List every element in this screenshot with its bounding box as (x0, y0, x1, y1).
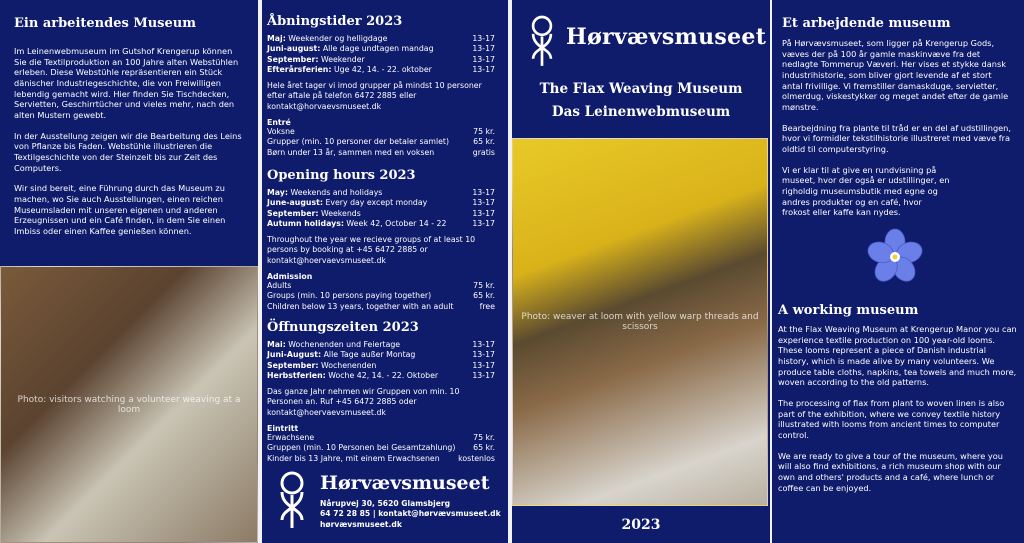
price-row: Gruppen (min. 10 Personen bei Gesamtzahlung) 65 kr. (267, 443, 495, 453)
panel-cover (512, 0, 770, 543)
hours-row: September: Weekender 13-17 (267, 54, 495, 64)
address: Nårupvej 30, 5620 Glamsbjerg (320, 499, 451, 508)
price-list (267, 281, 495, 312)
hours-row: June-august: Every day except monday 13-17 (267, 198, 495, 208)
museum-logo-icon (274, 470, 310, 530)
flax-flower-icon (866, 228, 924, 286)
hours-row: Herbstferien: Woche 42, 14. - 22. Oktober 13-17 (267, 370, 495, 380)
hours-list (267, 340, 495, 381)
text-english (778, 324, 1018, 493)
section-english (267, 168, 495, 312)
footer-contact (320, 499, 501, 530)
paragraph: In der Ausstellung zeigen wir die Bearbeitung des Leins von Pflanze bis Faden. Webstühle illustrieren die Textilgeschichte von der Steinzeit bis zur Zeit des Computers. (14, 130, 242, 173)
price-row: Børn under 13 år, sammen med en voksen gratis (267, 147, 495, 157)
paragraph: We are ready to give a tour of the museum, where you will also find exhibitions, a rich museum shop with our own and others' products and a café, where lunch or coffee can be enjoyed. (778, 450, 1003, 493)
price-row: Voksne 75 kr. (267, 126, 495, 136)
panel1-heading: Ein arbeitendes Museum (14, 16, 196, 31)
photo-caption: Photo: visitors watching a volunteer weaving at a loom (17, 394, 241, 415)
cover-museum-name: Hørvævsmuseet (566, 24, 767, 50)
section-heading: Opening hours 2023 (267, 168, 416, 183)
section-heading: Åbningstider 2023 (267, 14, 403, 29)
price-list (267, 127, 495, 158)
hours-row: Juni-August: Alle Tage außer Montag 13-17 (267, 350, 495, 360)
paragraph: Im Leinenwebmuseum im Gutshof Krengerup können Sie die Textilproduktion an 100 Jahre alten Webstühlen erleben. Diese Webstühle repräsentieren ein Stück dänischer Industriegeschichte, die von Freiwilligen lebendig gemacht wird. Hier finden Sie Tischdecken, Servietten, Geschirrtücher und vieles mehr, nach den alten Mustern gewebt. (14, 46, 239, 120)
hours-row: Maj: Weekender og helligdage 13-17 (267, 34, 495, 43)
hours-row: Juni-august: Alle dage undtagen mandag 13-17 (267, 44, 495, 54)
group-note: Das ganze Jahr nehmen wir Gruppen von min. 10 Personen an. Ruf +45 6472 2885 oder kontakt@hoervaevsmuseet.dk (267, 387, 460, 417)
heading-danish: Et arbejdende museum (782, 16, 951, 31)
phone-email[interactable]: 64 72 28 85 | kontakt@hørvævsmuseet.dk (320, 509, 501, 519)
section-heading: Öffnungszeiten 2023 (267, 320, 419, 335)
group-note: Hele året tager vi imod grupper på mindst 10 personer efter aftale på telefon 6472 2885 eller kontakt@horvaevsmuseet.dk (267, 81, 482, 111)
hours-row: September: Wochenenden 13-17 (267, 360, 495, 370)
admission-title: Admission (267, 271, 313, 281)
heading-english: A working museum (778, 303, 919, 318)
paragraph: Wir sind bereit, eine Führung durch das Museum zu machen, wo Sie auch Ausstellungen, einen reichen Museumsladen mit unseren eigenen und anderen Erzeugnissen und ein Café finden, in dem Sie einen Imbiss oder einen Kaffee genießen können. (14, 183, 226, 236)
price-row: Kinder bis 13 Jahre, mit einem Erwachsenen kostenlos (267, 453, 495, 463)
paragraph: At the Flax Weaving Museum at Krengerup Manor you can experience textile production on 100 year-old looms. These looms represent a piece of Danish industrial history, which is made alive by many volunteers. We produce table cloths, napkins, tea towels and much more, woven according to the old patterns. (778, 324, 1017, 388)
cover-subtitles (512, 78, 770, 124)
hours-row: Efterårsferien: Uge 42, 14. - 22. oktober 13-17 (267, 64, 495, 74)
photo-caption: Photo: weaver at loom with yellow warp threads and scissors (521, 312, 759, 332)
subtitle-german: Das Leinenwebmuseum (551, 103, 731, 120)
admission-title: Entré (267, 117, 291, 127)
cover-logo-block (526, 14, 766, 70)
hours-row: Autumn holidays: Week 42, October 14 - 22 13-17 (267, 218, 495, 228)
group-note: Throughout the year we recieve groups of at least 10 persons by booking at +45 6472 2885 or kontakt@hoervaevsmuseet.dk (267, 235, 476, 265)
section-german (267, 320, 495, 464)
loom-visitors-photo (0, 266, 258, 543)
price-row: Groups (min. 10 persons paying together) 65 kr. (267, 291, 495, 301)
museum-logo-icon (526, 14, 558, 68)
price-row: Erwachsene 75 kr. (267, 432, 495, 442)
price-row: Grupper (min. 10 personer der betaler samlet) 65 kr. (267, 137, 495, 147)
price-row: Children below 13 years, together with an adult free (267, 301, 495, 311)
hours-list (267, 34, 495, 75)
cover-year: 2023 (621, 517, 661, 533)
admission-title: Eintritt (267, 423, 299, 433)
hours-row: May: Weekends and holidays 13-17 (267, 188, 495, 197)
weaver-photo (512, 138, 768, 506)
hours-list (267, 188, 495, 229)
panel-descriptions (772, 0, 1024, 543)
paragraph: Bearbejdning fra plante til tråd er en del af udstillingen, hvor vi formidler tekstilhistorie illustreret med væve fra oldtid til computerstyring. (782, 122, 1011, 154)
section-danish (267, 14, 495, 158)
price-row: Adults 75 kr. (267, 280, 495, 290)
footer-logo-block (274, 470, 502, 534)
website-link[interactable]: hørvævsmuseet.dk (320, 519, 402, 529)
paragraph: På Hørvævsmuseet, som ligger på Krengerup Gods, væves der på 100 år gamle maskinvæve fra det nedlagte Tommerup Væveri. Her vises et stykke dansk industrihistorie, som bliver gjort levende af et stort antal frivillige. Vi fremstiller damaskduge, servietter, olmerdug, viskestykker og meget andet efter de gamle mønstre. (782, 38, 1009, 112)
panel-opening-hours (262, 0, 508, 543)
hours-row: September: Weekends 13-17 (267, 208, 495, 218)
subtitle-english: The Flax Weaving Museum (539, 81, 743, 97)
panel-german-intro (0, 0, 258, 543)
text-danish (782, 38, 1014, 218)
hours-row: Mai: Wochenenden und Feiertage 13-17 (267, 340, 495, 349)
paragraph: Vi er klar til at give en rundvisning på museet, hvor der også er udstillinger, en righoldig museumsbutik med egne og andres produkter og en café, hvor frokost eller kaffe kan nydes. (782, 164, 950, 218)
price-list (267, 433, 495, 464)
footer-museum-name: Hørvævsmuseet (320, 472, 490, 494)
paragraph: The processing of flax from plant to woven linen is also part of the exhibition, where we convey textile history illustrated with looms from ancient times to computer control. (778, 397, 1005, 440)
panel1-text (14, 46, 246, 237)
